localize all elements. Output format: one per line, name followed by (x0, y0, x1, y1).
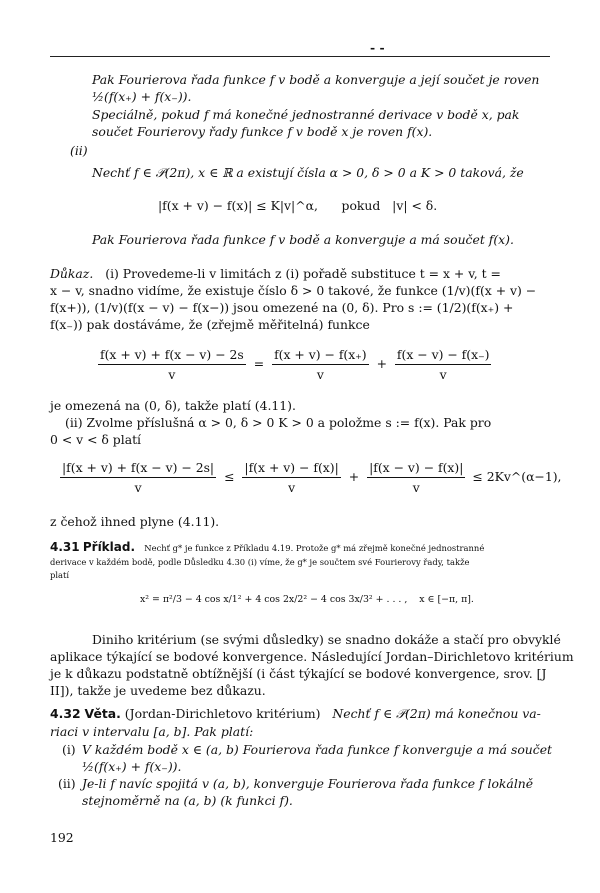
example-line-3: platí (50, 570, 70, 580)
paragraph-line-2: aplikace týkající se bodové konvergence. Následující Jordan–Dirichletovo kritérium (50, 649, 574, 664)
page-number: 192 (50, 830, 74, 845)
proof-line-8: z čehož ihned plyne (4.11). (50, 514, 220, 529)
proof-line-5: je omezená na (0, δ), takže platí (4.11). (50, 398, 296, 413)
eq1-lhs-numerator: f(x + v) + f(x − v) − 2s (98, 347, 246, 365)
header-rule (50, 56, 550, 57)
part-i-line-3: Speciálně, pokud f má konečné jednostranné derivace v bodě x, pak (92, 107, 520, 122)
part-i-line-1: Pak Fourierova řada funkce f v bodě a konverguje a její součet je roven (92, 72, 540, 87)
proof-line-6: (ii) Zvolme příslušná α > 0, δ > 0 K > 0 a položme s := f(x). Pak pro (65, 415, 492, 430)
theorem-line-1 (50, 706, 541, 722)
example-line-1 (50, 540, 484, 554)
eq2-term-2-denominator: v (412, 480, 420, 495)
eq2-term-1-numerator: |f(x + v) − f(x)| (242, 460, 340, 478)
example-title: Příklad. (82, 540, 136, 554)
paragraph-line-3: je k důkazu podstatně obtížnější (i část týkající se bodové konvergence, srov. [J (50, 666, 547, 681)
eq2-lhs-denominator: v (134, 480, 142, 495)
equation-1: $\frac{f(x + v) + f(x - v) - 2s}{v}$ = $\frac{f(x + v) - f(x_+)}{v}$ + $\frac{f(x - v) - f(x_-)}{v}$ (100, 347, 490, 382)
theorem-item-ii-label: (ii) (58, 776, 76, 791)
eq1-term-1-numerator: f(x + v) − f(x₊) (272, 347, 369, 365)
eq1-term-2-denominator: v (439, 367, 447, 382)
part-ii-formula: |f(x + v) − f(x)| ≤ K|v|^α, pokud |v| < δ. (158, 198, 438, 213)
theorem-item-i-line-1: V každém bodě x ∈ (a, b) Fourierova řada funkce f konverguje a má součet (82, 742, 553, 757)
proof-line-2: x − v, snadno vidíme, že existuje číslo δ > 0 takové, že funkce (1/v)(f(x + v) − (50, 283, 537, 298)
theorem-title: Věta. (84, 706, 121, 721)
proof-line-1 (50, 266, 501, 281)
example-text-1: Nechť g* je funkce z Příkladu 4.19. Protože g* má zřejmě konečné jednostranné (144, 543, 485, 553)
eq1-term-2 (395, 347, 492, 382)
eq2-term-1-denominator: v (288, 480, 296, 495)
eq2-term-2-numerator: |f(x − v) − f(x)| (367, 460, 465, 478)
paragraph-line-1: Diniho kritérium (se svými důsledky) se snadno dokáže a stačí pro obvyklé (92, 632, 561, 647)
eq1-term-1-denominator: v (316, 367, 324, 382)
eq2-lhs-numerator: |f(x + v) + f(x − v) − 2s| (60, 460, 216, 478)
eq2-term-2 (367, 460, 465, 495)
proof-line-4: f(x₋)) pak dostáváme, že (zřejmě měřitelná) funkce (50, 317, 370, 332)
paragraph-line-4: II]), takže je uvedeme bez důkazu. (50, 683, 266, 698)
theorem-line-2: riaci v intervalu [a, b]. Pak platí: (50, 724, 254, 739)
part-i-line-2: ½(f(x₊) + f(x₋)). (92, 89, 192, 104)
eq1-term-1 (272, 347, 369, 382)
part-i-line-4: součet Fourierovy řady funkce f v bodě x je roven f(x). (92, 124, 433, 139)
eq1-term-2-numerator: f(x − v) − f(x₋) (395, 347, 492, 365)
theorem-item-i-label: (i) (62, 742, 76, 757)
proof-text-1: (i) Provedeme-li v limitách z (i) pořadě substituce t = x + v, t = (105, 266, 501, 281)
part-ii-line-1: Nechť f ∈ 𝒫(2π), x ∈ ℝ a existují čísla α > 0, δ > 0 a K > 0 taková, že (92, 165, 524, 180)
part-ii-line-2: Pak Fourierova řada funkce f v bodě a konverguje a má součet f(x). (92, 232, 514, 247)
part-ii-label: (ii) (70, 143, 88, 158)
header-marks: - - (370, 40, 385, 55)
theorem-text-1: Nechť f ∈ 𝒫(2π) má konečnou va- (332, 706, 541, 721)
eq1-lhs-denominator: v (168, 367, 176, 382)
example-formula: x² = π²/3 − 4 cos x/1² + 4 cos 2x/2² − 4 cos 3x/3² + . . . , x ∈ [−π, π]. (140, 594, 474, 605)
proof-line-7: 0 < v < δ platí (50, 432, 142, 447)
example-line-2: derivace v každém bodě, podle Důsledku 4.30 (i) víme, že g* je součtem své Fourierovy řady, takže (50, 557, 470, 567)
eq1-lhs (98, 347, 246, 382)
proof-line-3: f(x+)), (1/v)(f(x − v) − f(x−)) jsou omezené na (0, δ). Pro s := (1/2)(f(x₊) + (50, 300, 514, 315)
eq2-tail: ≤ 2Kv^(α−1), (472, 469, 562, 484)
theorem-item-ii-line-2: stejnoměrně na (a, b) (k funkci f). (82, 793, 293, 808)
example-number: 4.31 (50, 540, 80, 554)
equation-2: $\frac{|f(x + v) + f(x - v) - 2s|}{v}$ ≤ $\frac{|f(x + v) - f(x)|}{v}$ + $\frac{|f(x - v) - f(x)|}{v}$ ≤ 2Kv^(α−1), (62, 460, 562, 495)
theorem-item-ii-line-1: Je-li f navíc spojitá v (a, b), konverguje Fourierova řada funkce f lokálně (82, 776, 534, 791)
proof-title: Důkaz. (50, 266, 94, 281)
eq2-term-1 (242, 460, 340, 495)
theorem-item-i-line-2: ½(f(x₊) + f(x₋)). (82, 759, 182, 774)
theorem-number: 4.32 (50, 706, 81, 721)
eq2-lhs (60, 460, 216, 495)
theorem-name: (Jordan-Dirichletovo kritérium) (124, 706, 321, 721)
